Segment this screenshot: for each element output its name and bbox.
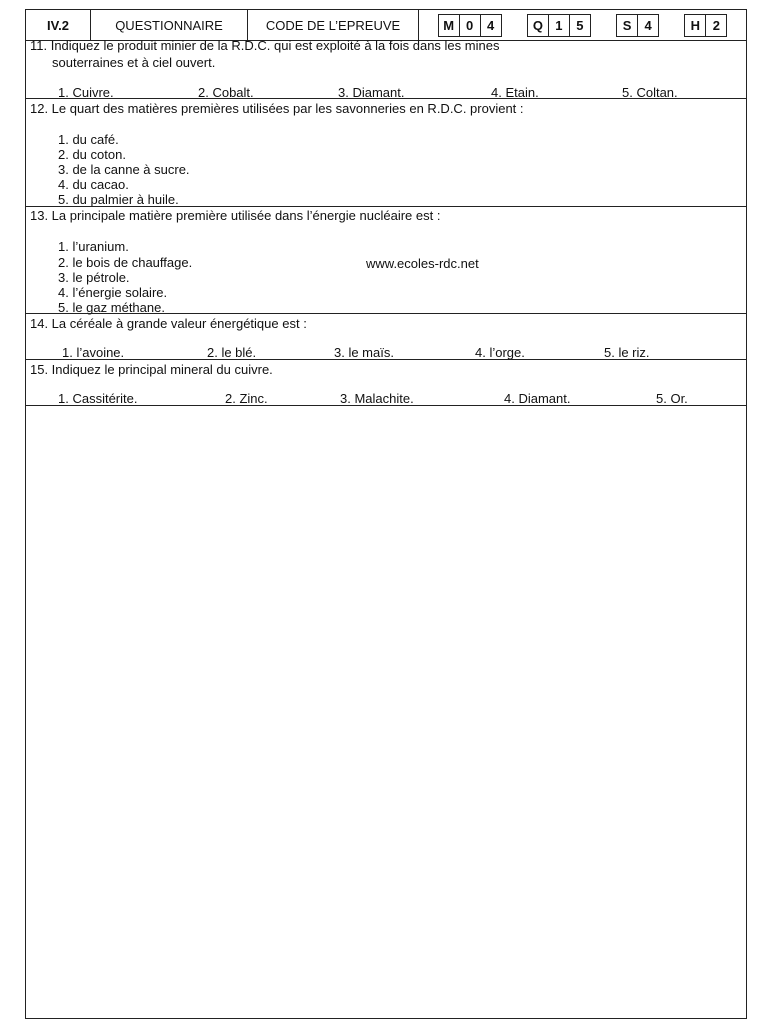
question-12-option: 1. du café. [58, 132, 119, 147]
page-frame [25, 9, 747, 1019]
question-12-option: 4. du cacao. [58, 177, 129, 192]
question-15-option: 5. Or. [656, 391, 688, 406]
question-12-option: 3. de la canne à sucre. [58, 162, 190, 177]
question-15-option: 4. Diamant. [504, 391, 571, 406]
code-char: S [622, 17, 632, 33]
code-char: Q [532, 17, 543, 33]
question-12-text: 12. Le quart des matières premières utilisées par les savonneries en R.D.C. provient : [30, 101, 524, 116]
code-box-h [684, 14, 727, 37]
code-box-q [527, 14, 591, 37]
question-15-text: 15. Indiquez le principal mineral du cuivre. [30, 362, 273, 377]
question-14-option: 4. l’orge. [475, 345, 525, 360]
question-11-text-cont: souterraines et à ciel ouvert. [52, 55, 216, 70]
level-label: IV.2 [26, 10, 91, 40]
question-11-option: 5. Coltan. [622, 85, 678, 100]
question-13-option: 2. le bois de chauffage. [58, 255, 193, 270]
code-char: 1 [548, 15, 569, 36]
code-char: 4 [637, 15, 658, 36]
question-13-option: 4. l’énergie solaire. [58, 285, 168, 300]
question-13-option: 5. le gaz méthane. [58, 300, 165, 315]
question-13-text: 13. La principale matière première utilisée dans l’énergie nucléaire est : [30, 208, 441, 223]
question-11-option: 4. Etain. [491, 85, 539, 100]
code-char: 4 [480, 15, 501, 36]
question-15-option: 3. Malachite. [340, 391, 414, 406]
question-14-option: 1. l’avoine. [62, 345, 125, 360]
exam-codes [419, 14, 746, 37]
question-11-text: 11. Indiquez le produit minier de la R.D.C. qui est exploité à la fois dans les mines [30, 38, 500, 53]
code-char: 2 [705, 15, 726, 36]
question-11-option: 1. Cuivre. [58, 85, 114, 100]
code-char: 0 [459, 15, 480, 36]
code-char: 5 [569, 15, 590, 36]
question-11-option: 2. Cobalt. [198, 85, 254, 100]
question-15-option: 2. Zinc. [225, 391, 268, 406]
question-15-option: 1. Cassitérite. [58, 391, 138, 406]
document-title: QUESTIONNAIRE [91, 10, 248, 40]
question-11-option: 3. Diamant. [338, 85, 405, 100]
question-14-option: 2. le blé. [207, 345, 257, 360]
question-12-option: 2. du coton. [58, 147, 126, 162]
question-14-text: 14. La céréale à grande valeur énergétique est : [30, 316, 307, 331]
question-14-option: 5. le riz. [604, 345, 650, 360]
divider [25, 206, 747, 207]
code-box-s [616, 14, 659, 37]
code-char: M [443, 17, 455, 33]
watermark-url: www.ecoles-rdc.net [366, 256, 479, 271]
divider [25, 405, 747, 406]
divider [25, 98, 747, 99]
code-box-m [438, 14, 502, 37]
question-12-option: 5. du palmier à huile. [58, 192, 179, 207]
question-13-option: 3. le pétrole. [58, 270, 130, 285]
exam-code-label: CODE DE L’EPREUVE [248, 10, 419, 40]
code-char: H [690, 17, 701, 33]
exam-header [25, 9, 747, 41]
divider [25, 313, 747, 314]
question-14-option: 3. le maïs. [334, 345, 394, 360]
divider [25, 359, 747, 360]
question-13-option: 1. l’uranium. [58, 239, 129, 254]
